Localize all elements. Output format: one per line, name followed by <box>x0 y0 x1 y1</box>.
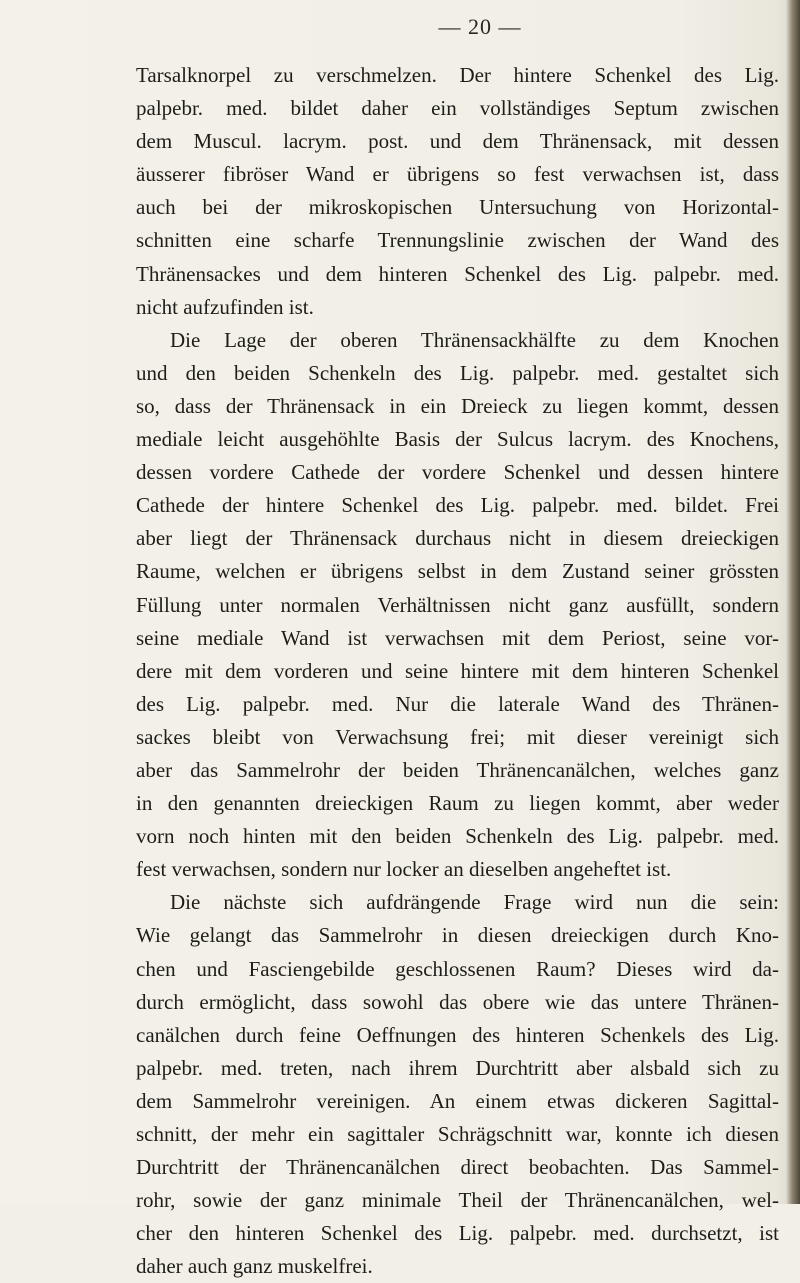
text-line: sackes bleibt von Verwachsung frei; mit dieser vereinigt sich <box>136 724 779 749</box>
text-line: äusserer fibröser Wand er übrigens so fest verwachsen ist, dass <box>136 162 779 187</box>
text-line: Tarsalknorpel zu verschmelzen. Der hintere Schenkel des Lig. <box>136 63 779 87</box>
text-line: aber liegt der Thränensack durchaus nicht in diesem dreieckigen <box>136 526 779 551</box>
text-line: Wie gelangt das Sammelrohr in diesen dreieckigen durch Kno- <box>136 923 779 948</box>
text-line: rohr, sowie der ganz minimale Theil der Thränencanälchen, wel- <box>136 1188 779 1213</box>
text-line: dere mit dem vorderen und seine hintere mit dem hinteren Schenkel <box>136 658 779 683</box>
text-line: Füllung unter normalen Verhältnissen nicht ganz ausfüllt, sondern <box>136 592 779 617</box>
text-line: Durchtritt der Thränencanälchen direct beobachten. Das Sammel- <box>136 1155 779 1180</box>
text-line: seine mediale Wand ist verwachsen mit dem Periost, seine vor- <box>136 625 779 650</box>
text-line: Die Lage der oberen Thränensackhälfte zu dem Knochen <box>170 327 779 352</box>
book-binding-edge <box>786 0 800 1204</box>
text-line: in den genannten dreieckigen Raum zu liegen kommt, aber weder <box>136 791 779 816</box>
body-text <box>136 59 779 1283</box>
text-line: durch ermöglicht, dass sowohl das obere wie das untere Thränen- <box>136 989 779 1014</box>
text-line: dem Muscul. lacrym. post. und dem Thränensack, mit dessen <box>136 129 779 154</box>
text-line: mediale leicht ausgehöhlte Basis der Sulcus lacrym. des Knochens, <box>136 427 779 452</box>
text-line: nicht aufzufinden ist. <box>136 294 314 319</box>
text-line: Die nächste sich aufdrängende Frage wird nun die sein: <box>170 890 779 915</box>
text-line: Cathede der hintere Schenkel des Lig. palpebr. med. bildet. Frei <box>136 493 779 518</box>
text-line: vorn noch hinten mit den beiden Schenkeln des Lig. palpebr. med. <box>136 824 779 849</box>
text-line: chen und Fasciengebilde geschlossenen Raum? Dieses wird da- <box>136 956 779 981</box>
text-line: fest verwachsen, sondern nur locker an dieselben angeheftet ist. <box>136 857 672 882</box>
text-line: Thränensackes und dem hinteren Schenkel des Lig. palpebr. med. <box>136 261 779 286</box>
text-line: palpebr. med. bildet daher ein vollständiges Septum zwischen <box>136 96 779 121</box>
text-line: schnitt, der mehr ein sagittaler Schrägschnitt war, konnte ich diesen <box>136 1122 779 1146</box>
text-line: des Lig. palpebr. med. Nur die laterale Wand des Thränen- <box>136 691 779 716</box>
text-line: aber das Sammelrohr der beiden Thränencanälchen, welches ganz <box>136 757 779 782</box>
text-line: und den beiden Schenkeln des Lig. palpebr. med. gestaltet sich <box>136 360 779 385</box>
text-line: canälchen durch feine Oeffnungen des hinteren Schenkels des Lig. <box>136 1022 779 1047</box>
text-line: Raume, welchen er übrigens selbst in dem Zustand seiner grössten <box>136 559 779 584</box>
page-number: — 20 — <box>438 14 522 39</box>
text-line: dem Sammelrohr vereinigen. An einem etwas dickeren Sagittal- <box>136 1088 779 1113</box>
text-line: auch bei der mikroskopischen Untersuchung von Horizontal- <box>136 195 779 220</box>
text-line: so, dass der Thränensack in ein Dreieck zu liegen kommt, dessen <box>136 393 779 418</box>
text-line: cher den hinteren Schenkel des Lig. palpebr. med. durchsetzt, ist <box>136 1221 779 1246</box>
text-line: schnitten eine scharfe Trennungslinie zwischen der Wand des <box>136 228 779 253</box>
text-line: daher auch ganz muskelfrei. <box>136 1254 373 1279</box>
text-line: palpebr. med. treten, nach ihrem Durchtritt aber alsbald sich zu <box>136 1055 779 1080</box>
text-line: dessen vordere Cathede der vordere Schenkel und dessen hintere <box>136 460 779 485</box>
